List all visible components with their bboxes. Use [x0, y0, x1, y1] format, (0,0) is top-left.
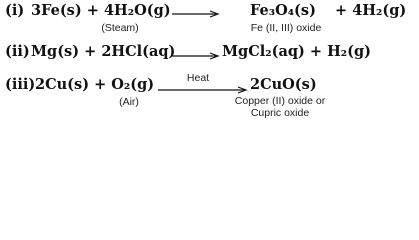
product-iron-oxide: Fe₃O₄(s)	[250, 2, 316, 19]
reactants: 3Fe(s) + 4H₂O(g)	[31, 2, 171, 19]
product: 2CuO(s)	[250, 76, 317, 93]
reaction-arrow	[158, 86, 248, 94]
reaction-arrow	[172, 52, 220, 60]
equation-label: (i)	[5, 2, 25, 19]
product-note: Fe (II, III) oxide	[250, 22, 322, 34]
equation-1	[0, 0, 419, 40]
equation-label: (ii)	[5, 43, 30, 60]
reactants: 2Cu(s) + O₂(g)	[35, 76, 155, 93]
product-note-line-1: Copper (II) oxide or	[234, 95, 326, 107]
product-note-line-2: Cupric oxide	[250, 107, 310, 119]
reactant-note: (Steam)	[101, 22, 139, 34]
products: MgCl₂(aq) + H₂(g)	[222, 43, 372, 60]
equation-label: (iii)	[5, 76, 36, 93]
product-hydrogen: + 4H₂(g)	[335, 2, 407, 19]
equation-3	[0, 72, 419, 123]
reactants: Mg(s) + 2HCl(aq)	[31, 43, 176, 60]
reaction-arrow	[172, 10, 220, 18]
reactant-note: (Air)	[119, 96, 139, 108]
reaction-condition: Heat	[186, 72, 210, 84]
